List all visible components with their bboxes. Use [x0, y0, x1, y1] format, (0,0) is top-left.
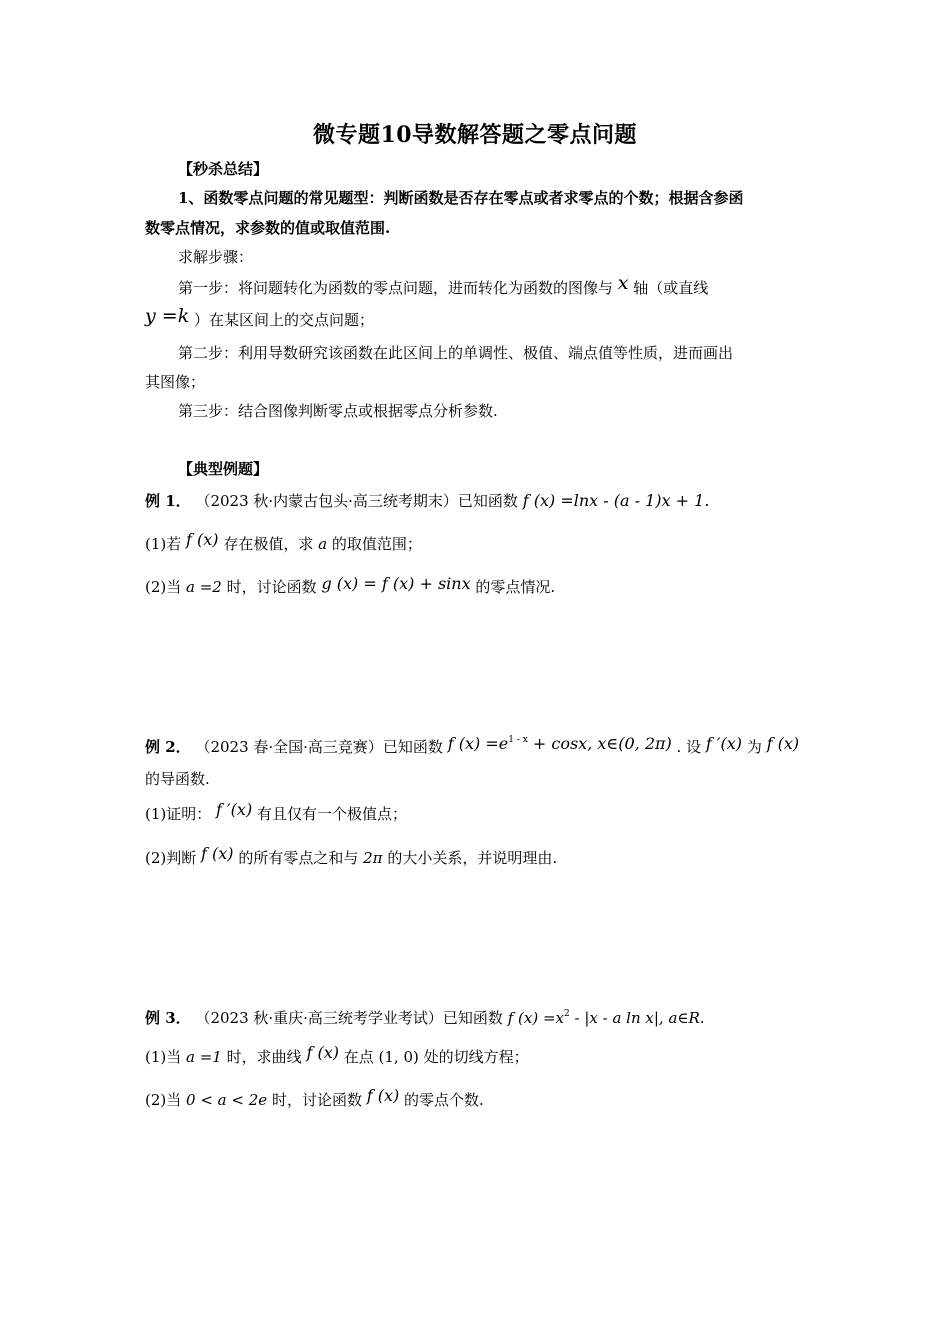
example-2-question-2	[145, 844, 558, 869]
q2-prefix: (2)当	[145, 1091, 182, 1109]
example-2-stem	[145, 732, 799, 758]
examples-header: 【典型例题】	[178, 460, 269, 478]
example-2-formula	[448, 734, 672, 753]
step1-line2	[145, 305, 375, 331]
example-3-question-2	[145, 1086, 484, 1111]
steps-label: 求解步骤：	[178, 248, 254, 266]
formula-rest: - |x - a ln x|, a∈R	[569, 1009, 700, 1027]
example-1-formula: f (x) =lnx - (a - 1)x + 1.	[522, 491, 710, 510]
q1-prefix: (1)证明：	[145, 805, 212, 823]
fx-expression: f (x)	[766, 734, 800, 753]
page-title: 微专题10导数解答题之零点问题	[312, 122, 638, 148]
example-1-source: （2023 秋·内蒙古包头·高三统考期末）已知函数	[195, 492, 518, 510]
example-2-source: （2023 春·全国·高三竞赛）已知函数	[195, 738, 443, 756]
q1-text: 存在极值，求	[223, 535, 314, 553]
example-2-question-1	[145, 800, 407, 825]
formula-period: .	[699, 1009, 705, 1027]
q2-text: 的所有零点之和与	[238, 849, 359, 867]
q1-suffix: 处的切线方程；	[423, 1048, 529, 1066]
example-1-label: 例 1．	[145, 492, 191, 510]
step1-x-var: x	[617, 272, 629, 294]
step1-text: 第一步：将问题转化为函数的零点问题，进而转化为函数的图像与	[178, 279, 614, 297]
q2-text: 时，讨论函数	[271, 1091, 362, 1109]
step2-line2: 其图像；	[145, 373, 206, 391]
example-3-label: 例 3．	[145, 1009, 191, 1027]
q2-suffix: 的零点情况.	[475, 578, 556, 596]
step1-tail: ）在某区间上的交点问题；	[194, 311, 375, 329]
summary-header: 【秒杀总结】	[178, 160, 269, 178]
example-2-label: 例 2．	[145, 738, 191, 756]
step1-line1	[178, 272, 709, 299]
summary-point1-line2: 数零点情况，求参数的值或取值范围.	[145, 219, 391, 237]
step2-line1: 第二步：利用导数研究该函数在此区间上的单调性、极值、端点值等性质，进而画出	[178, 344, 734, 362]
q1-prefix: (1)当	[145, 1048, 182, 1066]
a-condition: a =2	[186, 578, 222, 596]
formula-rest: + cosx, x∈(0, 2π)	[527, 734, 672, 753]
fx-expression: f (x)	[201, 844, 234, 863]
point-coordinates: (1, 0)	[378, 1048, 419, 1066]
q2-prefix: (2)判断	[145, 849, 197, 867]
gx-expression: g (x) = f (x) + sinx	[321, 574, 471, 593]
fx-expression: f (x)	[366, 1086, 400, 1105]
formula-exponent: 1 - x	[508, 735, 528, 745]
q2-prefix: (2)当	[145, 578, 182, 596]
step1-equation: y =k	[145, 305, 190, 327]
q2-text: 时，讨论函数	[226, 578, 317, 596]
fx-expression: f (x)	[186, 530, 219, 549]
q1-suffix: 有且仅有一个极值点；	[256, 805, 407, 823]
q1-text-2: 在点	[343, 1048, 374, 1066]
a-condition: a =1	[186, 1048, 222, 1066]
example-3-stem	[145, 1003, 705, 1029]
formula-exponent: 2	[564, 1009, 570, 1019]
example-1-stem	[145, 490, 709, 512]
formula-base: f (x) =x	[507, 1009, 564, 1027]
step1-axis-text: 轴（或直线	[633, 279, 709, 297]
example-1-question-1	[145, 530, 422, 555]
fx-expression: f (x)	[306, 1043, 339, 1062]
example-2-line2: 的导函数.	[145, 770, 210, 788]
q2-suffix: 的大小关系，并说明理由.	[387, 849, 558, 867]
formula-base: f (x) =e	[447, 734, 509, 753]
two-pi: 2π	[363, 849, 383, 867]
example-3-question-1	[145, 1043, 529, 1068]
q1-suffix: 的取值范围；	[331, 535, 422, 553]
example-3-source: （2023 秋·重庆·高三统考学业考试）已知函数	[195, 1009, 503, 1027]
set-text: 为	[746, 738, 762, 756]
summary-point1-line1: 1、函数零点问题的常见题型：判断函数是否存在零点或者求零点的个数；根据含参函	[178, 189, 744, 207]
set-prefix: . 设	[676, 738, 702, 756]
fprime-expression: f ′(x)	[705, 734, 743, 753]
q2-suffix: 的零点个数.	[404, 1091, 484, 1109]
a-condition: 0 < a < 2e	[186, 1091, 268, 1109]
example-1-question-2	[145, 576, 555, 598]
q1-prefix: (1)若	[145, 535, 182, 553]
q1-text: 时，求曲线	[226, 1048, 302, 1066]
example-3-formula	[508, 1009, 705, 1027]
a-var: a	[318, 535, 328, 553]
fprime-expression: f ′(x)	[216, 800, 253, 819]
step3-line: 第三步：结合图像判断零点或根据零点分析参数.	[178, 402, 498, 420]
